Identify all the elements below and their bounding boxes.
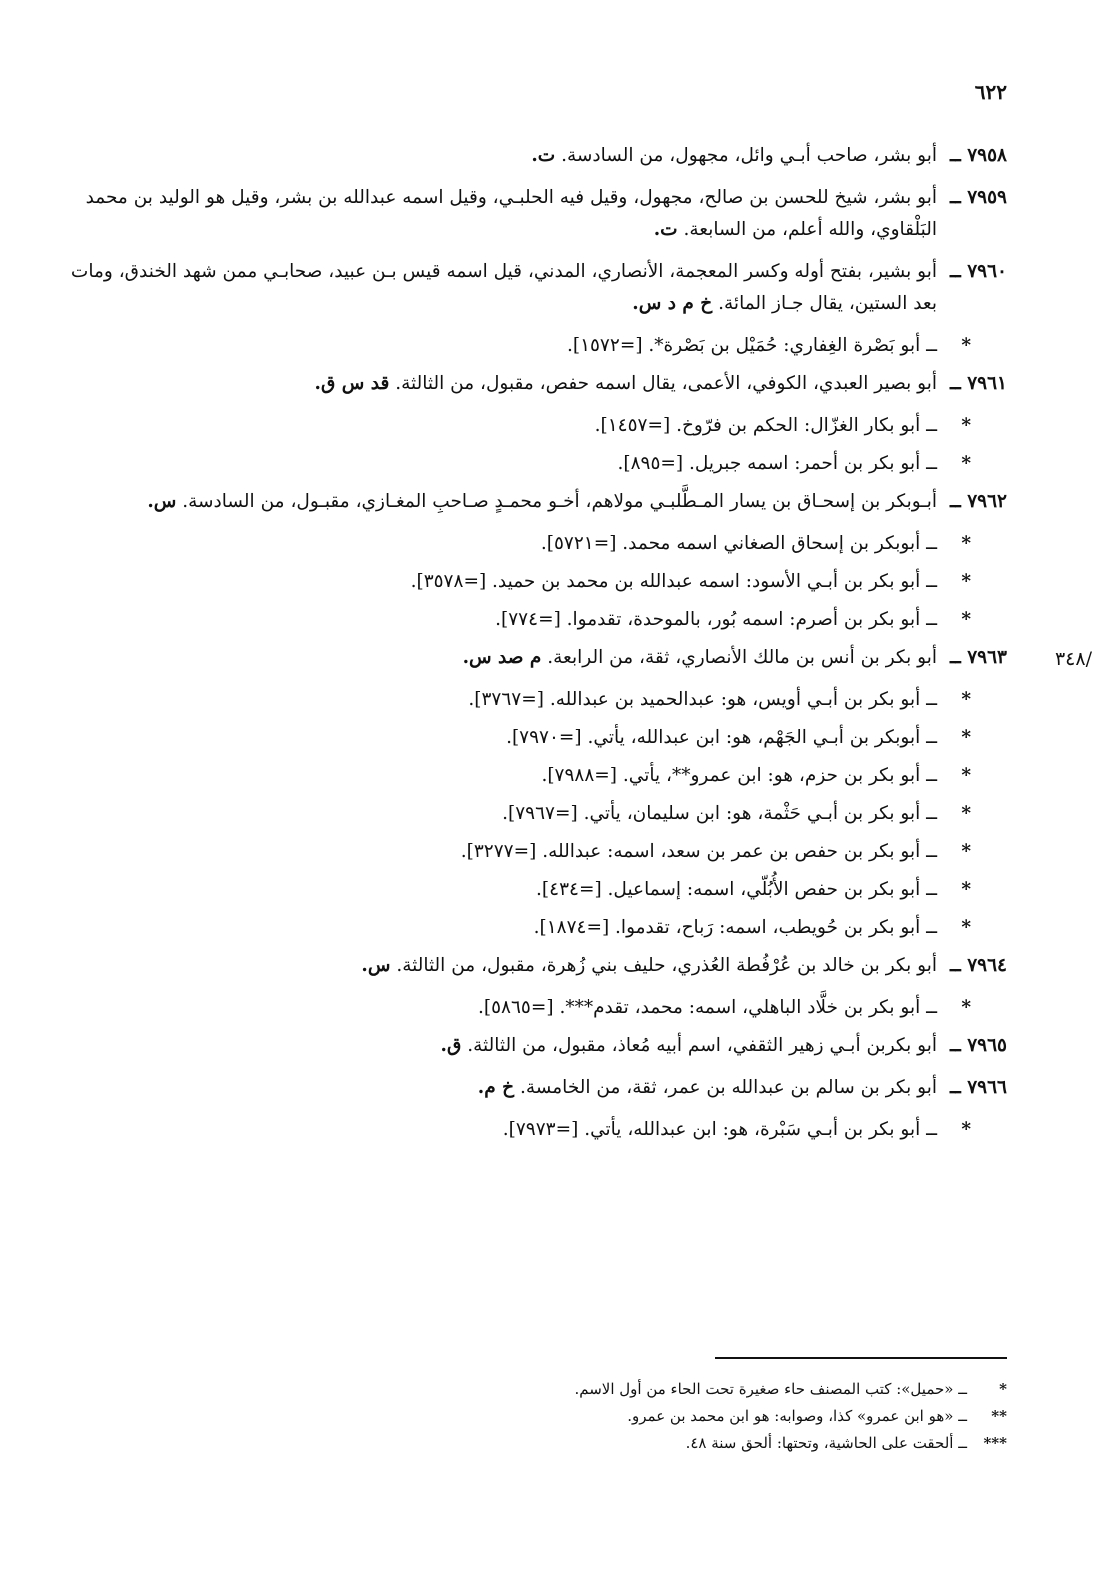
- biography-entry: [47, 140, 1007, 172]
- entry-text: أبو بشر، صاحب أبـي وائل، مجهول، من السادسة.: [561, 145, 937, 166]
- biography-entry: [47, 950, 1007, 982]
- footnote-marker: **: [991, 1407, 1007, 1425]
- reference-marker: *: [961, 1119, 971, 1140]
- cross-reference: [47, 684, 1007, 716]
- entry-text: أبو بكر بن أنس بن مالك الأنصاري، ثقة، من الرابعة.: [547, 647, 937, 668]
- cross-reference: [47, 448, 1007, 480]
- entry-text: أبو بشير، بفتح أوله وكسر المعجمة، الأنصاري، المدني، قيل اسمه قيس بـن عبيد، صحابـي ممن شهد الخندق، ومات بعد الستين، يقال جـاز المائة.: [70, 261, 937, 314]
- reference-marker: *: [961, 765, 971, 786]
- reference-text: ــ أبو بكر بن أبـي الأسود: اسمه عبدالله بن محمد بن حميد. [=٣٥٧٨].: [410, 571, 937, 592]
- cross-reference: [47, 330, 1007, 362]
- entry-number: ٧٩٦٠ ــ: [949, 261, 1007, 282]
- entry-number: ٧٩٥٩ ــ: [949, 187, 1007, 208]
- cross-reference: [47, 836, 1007, 868]
- reference-text: ــ أبو بكر بن حفص بن عمر بن سعد، اسمه: عبدالله. [=٣٢٧٧].: [460, 841, 937, 862]
- entry-text: أبو بكر بن خالد بن عُرْفُطة العُذري، حليف بني زُهرة، مقبول، من الثالثة.: [396, 955, 937, 976]
- entry-source-code: ت.: [653, 219, 678, 240]
- entry-number: ٧٩٦٣ ــ: [949, 647, 1007, 668]
- cross-reference: [47, 528, 1007, 560]
- entry-source-code: م صد س.: [462, 647, 542, 668]
- cross-reference: [47, 798, 1007, 830]
- entry-source-code: قد س ق.: [314, 373, 390, 394]
- reference-marker: *: [961, 917, 971, 938]
- reference-marker: *: [961, 841, 971, 862]
- entries-list: [47, 140, 1007, 1152]
- entry-number: ٧٩٦٥ ــ: [949, 1035, 1007, 1056]
- reference-text: ــ أبو بكر بن خلَّاد الباهلي، اسمه: محمد، تقدم***. [=٥٨٦٥].: [478, 997, 937, 1018]
- cross-reference: [47, 566, 1007, 598]
- cross-reference: [47, 410, 1007, 442]
- reference-marker: *: [961, 879, 971, 900]
- reference-text: ــ أبو بكر بن أحمر: اسمه جبريل. [=٨٩٥].: [617, 453, 937, 474]
- entry-text: أبو بصير العبدي، الكوفي، الأعمى، يقال اسمه حفص، مقبول، من الثالثة.: [395, 373, 937, 394]
- reference-text: ــ أبوبكر بن أبـي الجَهْم، هو: ابن عبدالله، يأتي. [=٧٩٧٠].: [506, 727, 937, 748]
- entry-source-code: خ م.: [477, 1077, 515, 1098]
- footnote-text: ــ «هو ابن عمرو» كذا، وصوابه: هو ابن محمد بن عمرو.: [627, 1407, 967, 1425]
- cross-reference: [47, 760, 1007, 792]
- entry-text: أبو بشر، شيخ للحسن بن صالح، مجهول، وقيل فيه الحلبـي، وقيل اسمه عبدالله بن بشر، وقيل هو الوليد بن محمد البَلْقاوي، والله أعلم، من السابعة.: [85, 187, 937, 240]
- entry-source-code: س.: [147, 491, 177, 512]
- footnote-text: ــ «حميل»: كتب المصنف حاء صغيرة تحت الحاء من أول الاسم.: [574, 1380, 967, 1398]
- cross-reference: [47, 1114, 1007, 1146]
- reference-text: ــ أبو بكر بن حُويطب، اسمه: رَباح، تقدموا. [=١٨٧٤].: [533, 917, 937, 938]
- entry-text: أبو بكربن أبـي زهير الثقفي، اسم أبيه مُعاذ، مقبول، من الثالثة.: [467, 1035, 937, 1056]
- reference-marker: *: [961, 689, 971, 710]
- footnote: [307, 1430, 1007, 1457]
- reference-text: ــ أبو بكر بن حزم، هو: ابن عمرو**، يأتي. [=٧٩٨٨].: [541, 765, 937, 786]
- reference-marker: *: [961, 335, 971, 356]
- biography-entry: [47, 642, 1007, 674]
- entry-source-code: س.: [361, 955, 391, 976]
- biography-entry: [47, 182, 1007, 246]
- page-number: ٦٢٢: [974, 80, 1007, 104]
- entry-source-code: ت.: [531, 145, 556, 166]
- biography-entry: [47, 368, 1007, 400]
- entry-number: ٧٩٥٨ ــ: [949, 145, 1007, 166]
- footnote: [307, 1376, 1007, 1403]
- footnotes: [307, 1376, 1007, 1457]
- reference-text: ــ أبوبكر بن إسحاق الصغاني اسمه محمد. [=٥٧٢١].: [540, 533, 937, 554]
- entry-number: ٧٩٦٢ ــ: [949, 491, 1007, 512]
- reference-marker: *: [961, 533, 971, 554]
- footnote-divider: [715, 1357, 1007, 1359]
- reference-marker: *: [961, 609, 971, 630]
- reference-text: ــ أبو بكر بن أبـي أويس، هو: عبدالحميد بن عبدالله. [=٣٧٦٧].: [468, 689, 937, 710]
- entry-text: أبـوبكر بن إسحـاق بن يسار المـطَّلبـي مولاهم، أخـو محمـدٍ صـاحبِ المغـازي، مقبـول، من السادسة.: [182, 491, 937, 512]
- reference-marker: *: [961, 571, 971, 592]
- cross-reference: [47, 604, 1007, 636]
- entry-source-code: ق.: [440, 1035, 462, 1056]
- footnote-marker: ***: [983, 1434, 1007, 1452]
- reference-text: ــ أبو بكار الغزّال: الحكم بن فرّوخ. [=١٤٥٧].: [594, 415, 937, 436]
- biography-entry: [47, 1072, 1007, 1104]
- biography-entry: [47, 256, 1007, 320]
- reference-marker: *: [961, 997, 971, 1018]
- entry-number: ٧٩٦٤ ــ: [949, 955, 1007, 976]
- footnote-marker: *: [999, 1380, 1007, 1398]
- reference-marker: *: [961, 453, 971, 474]
- entry-number: ٧٩٦١ ــ: [949, 373, 1007, 394]
- cross-reference: [47, 992, 1007, 1024]
- cross-reference: [47, 912, 1007, 944]
- reference-text: ــ أبو بكر بن حفص الأُبُلّي، اسمه: إسماعيل. [=٤٣٤].: [536, 879, 937, 900]
- reference-marker: *: [961, 727, 971, 748]
- reference-text: ــ أبو بكر بن أبـي حَثْمة، هو: ابن سليمان، يأتي. [=٧٩٦٧].: [502, 803, 937, 824]
- biography-entry: [47, 486, 1007, 518]
- margin-page-reference: /٣٤٨: [1054, 648, 1092, 670]
- entry-source-code: خ م د س.: [632, 293, 713, 314]
- entry-number: ٧٩٦٦ ــ: [949, 1077, 1007, 1098]
- reference-text: ــ أبو بكر بن أبـي سَبْرة، هو: ابن عبدالله، يأتي. [=٧٩٧٣].: [502, 1119, 937, 1140]
- reference-text: ــ أبو بكر بن أصرم: اسمه بُور، بالموحدة، تقدموا. [=٧٧٤].: [495, 609, 937, 630]
- reference-text: ــ أبو بَصْرة الغِفاري: حُمَيْل بن بَصْرة*. [=١٥٧٢].: [566, 335, 937, 356]
- footnote-text: ــ ألحقت على الحاشية، وتحتها: ألحق سنة ٤٨.: [685, 1434, 967, 1452]
- reference-marker: *: [961, 803, 971, 824]
- entry-text: أبو بكر بن سالم بن عبدالله بن عمر، ثقة، من الخامسة.: [519, 1077, 937, 1098]
- biography-entry: [47, 1030, 1007, 1062]
- reference-marker: *: [961, 415, 971, 436]
- cross-reference: [47, 874, 1007, 906]
- footnote: [307, 1403, 1007, 1430]
- cross-reference: [47, 722, 1007, 754]
